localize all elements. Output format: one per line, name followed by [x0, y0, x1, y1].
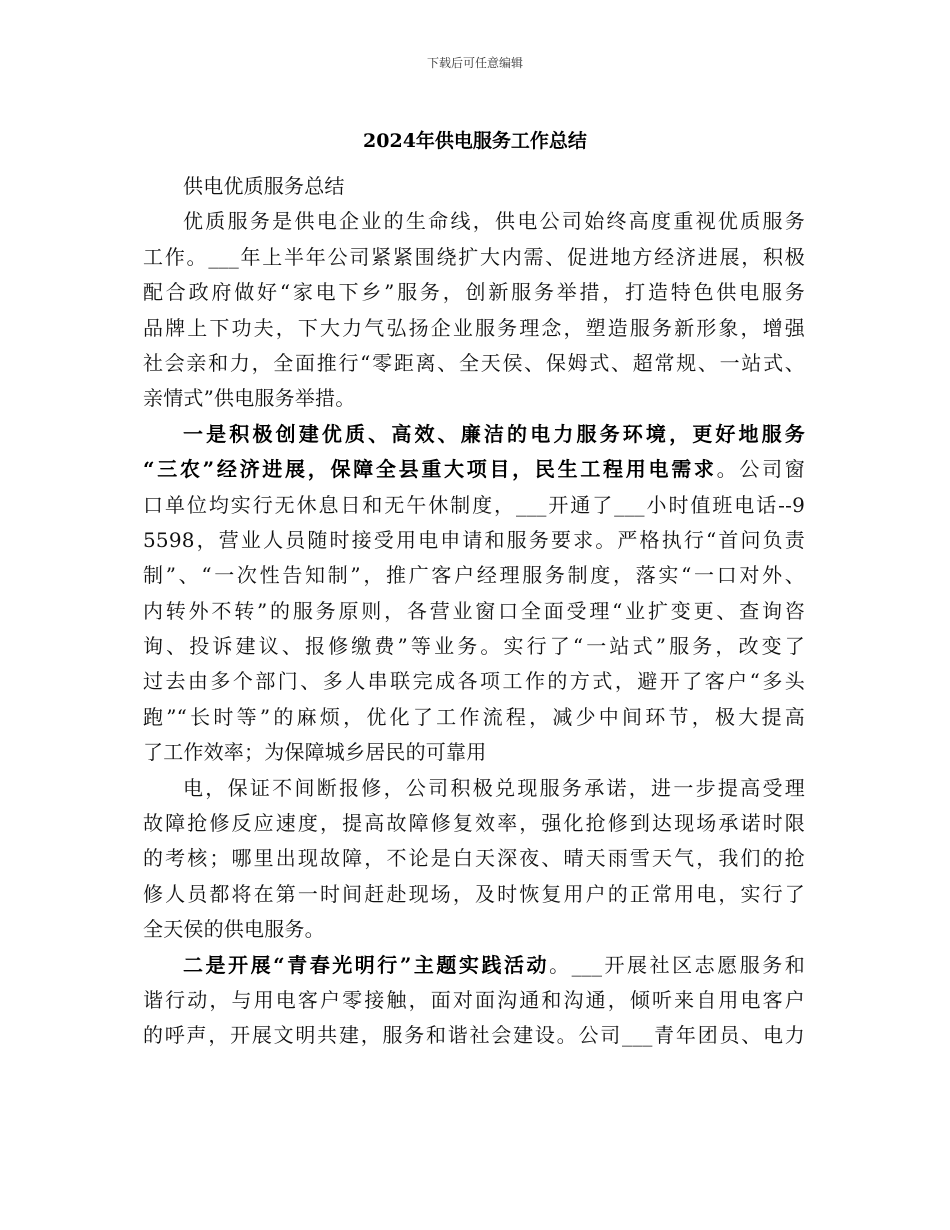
paragraph-line: 制”、“一次性告知制”，推广客户经理服务制度，落实“一口对外、 [143, 563, 805, 588]
paragraph-line: 品牌上下功夫，下大力气弘扬企业服务理念，塑造服务新形象，增强 [143, 315, 805, 340]
paragraph-line-mixed: 二是开展“青春光明行”主题实践活动。___开展社区志愿服务和 [183, 952, 805, 977]
paragraph-line: 故障抢修反应速度，提高故障修复效率，强化抢修到达现场承诺时限 [143, 811, 805, 836]
paragraph-line-bold: 一是积极创建优质、高效、廉洁的电力服务环境，更好地服务 [183, 421, 805, 446]
bold-heading-text: 二是开展“青春光明行”主题实践活动 [183, 952, 550, 977]
paragraph-line: 口单位均实行无休息日和无午休制度，___开通了___小时值班电话--9 [143, 492, 805, 517]
document-title: 2024年供电服务工作总结 [363, 130, 587, 152]
paragraph-line: 了工作效率；为保障城乡居民的可靠用 [143, 740, 487, 765]
paragraph-line: 修人员都将在第一时间赶赴现场，及时恢复用户的正常用电，实行了 [143, 881, 805, 906]
paragraph-line: 5598，营业人员随时接受用电申请和服务要求。严格执行“首问负责 [143, 527, 805, 552]
page-header-note: 下载后可任意编辑 [426, 56, 523, 70]
paragraph-line: 询、投诉建议、报修缴费”等业务。实行了“一站式”服务，改变了 [143, 634, 805, 659]
paragraph-line: 谐行动，与用电客户零接触，面对面沟通和沟通，倾听来自用电客户 [143, 987, 805, 1012]
paragraph-line: 的考核；哪里出现故障，不论是白天深夜、晴天雨雪天气，我们的抢 [143, 846, 805, 871]
paragraph-line: 跑”“长时等”的麻烦，优化了工作流程，减少中间环节，极大提高 [143, 704, 805, 729]
paragraph-line: 亲情式”供电服务举措。 [143, 386, 356, 411]
paragraph-line: 工作。___年上半年公司紧紧围绕扩大内需、促进地方经济进展，积极 [143, 244, 805, 269]
paragraph-line: 电，保证不间断报修，公司积极兑现服务承诺，进一步提高受理 [183, 775, 805, 800]
paragraph-line: 优质服务是供电企业的生命线，供电公司始终高度重视优质服务 [183, 209, 805, 234]
paragraph-line: 配合政府做好“家电下乡”服务，创新服务举措，打造特色供电服务 [143, 280, 805, 305]
document-body [143, 169, 805, 1054]
paragraph-line: 供电优质服务总结 [183, 174, 345, 198]
paragraph-line: 的呼声，开展文明共建，服务和谐社会建设。公司___青年团员、电力 [143, 1023, 805, 1048]
paragraph-line: 过去由多个部门、多人串联完成各项工作的方式，避开了客户“多头 [143, 669, 805, 694]
paragraph-line: 内转外不转”的服务原则，各营业窗口全面受理“业扩变更、查询咨 [143, 598, 805, 623]
paragraph-line: 全天侯的供电服务。 [143, 917, 325, 942]
paragraph-line-mixed: “三农”经济进展，保障全县重大项目，民生工程用电需求。公司窗 [143, 457, 805, 482]
bold-heading-text: “三农”经济进展，保障全县重大项目，民生工程用电需求 [143, 457, 717, 482]
paragraph-line: 社会亲和力，全面推行“零距离、全天侯、保姆式、超常规、一站式、 [143, 350, 805, 375]
